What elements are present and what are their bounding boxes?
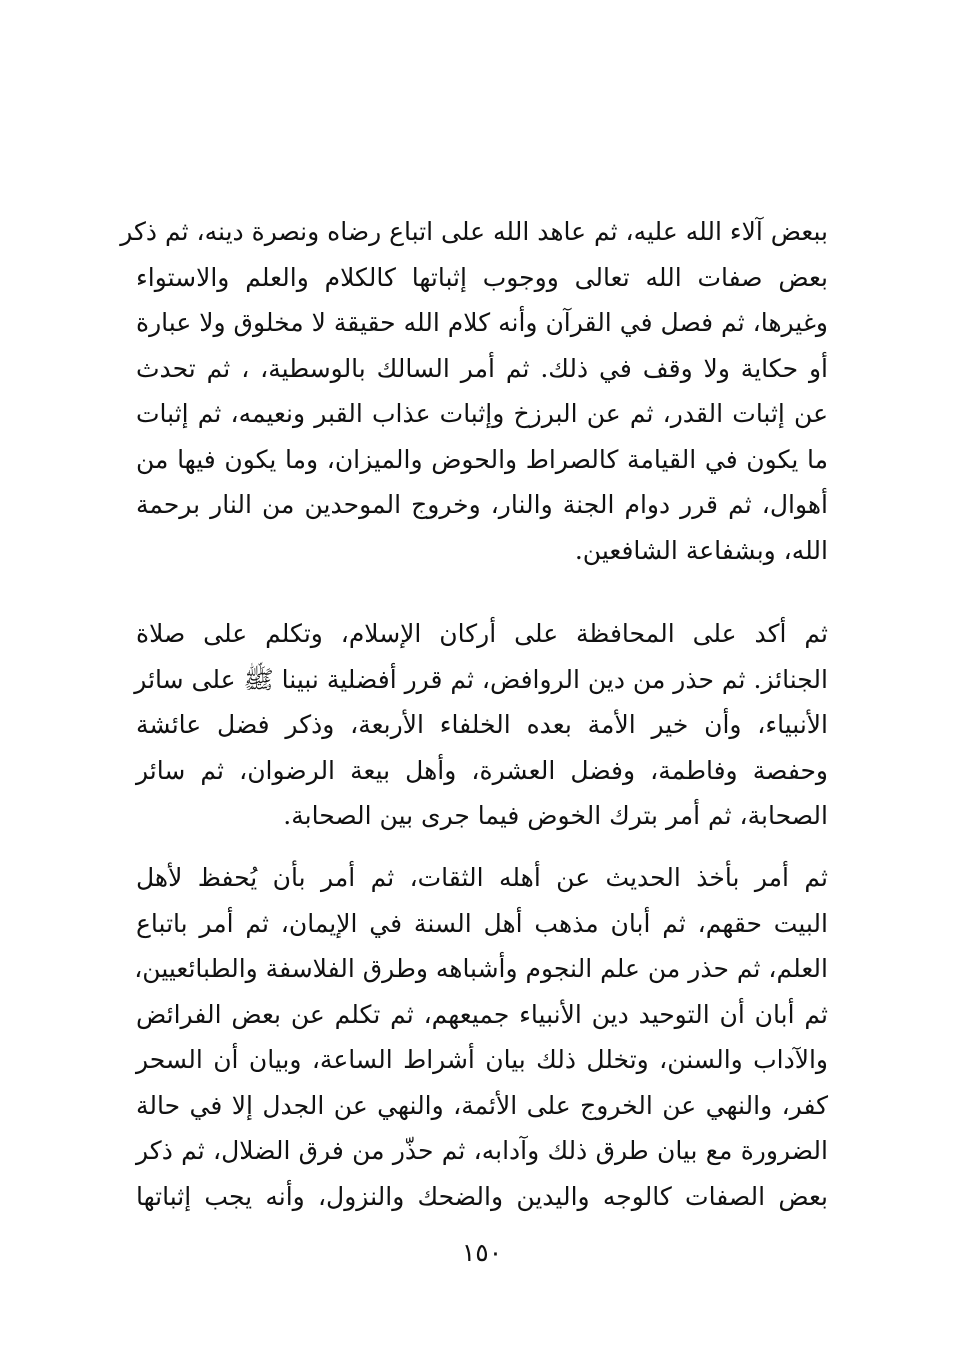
text-line: ببعض آلاء الله عليه، ثم عاهد الله على اتباع رضاه ونصرة دينه، ثم ذكر: [120, 217, 828, 246]
text-line: وحفصة وفاطمة، وفضل العشرة، وأهل بيعة الرضوان، ثم سائر: [136, 755, 828, 785]
paragraph-1: [120, 209, 828, 573]
text-line: البيت حقهم، ثم أبان مذهب أهل السنة في الإيمان، ثم أمر باتباع: [136, 908, 828, 938]
text-line: ثم أكد على المحافظة على أركان الإسلام، وتكلم على صلاة: [136, 619, 828, 648]
text-line: ثم أبان أن التوحيد دين الأنبياء جميعهم، ثم تكلم عن بعض الفرائض: [136, 999, 828, 1029]
text-line: عن إثبات القدر، ثم عن البرزخ وإثبات عذاب القبر ونعيمه، ثم إثبات: [136, 399, 828, 428]
text-line: بعض صفات الله تعالى ووجوب إثباتها كالكلام والعلم والاستواء: [136, 262, 828, 292]
text-line: الجنائز. ثم حذر من دين الروافض، ثم قرر أفضلية نبينا ﷺ على سائر: [134, 664, 828, 694]
text-line: الله، وبشفاعة الشافعين.: [574, 535, 828, 565]
text-line: ما يكون في القيامة كالصراط والحوض والميزان، وما يكون فيها من: [136, 444, 828, 474]
text-line: بعض الصفات كالوجه واليدين والضحك والنزول، وأنه يجب إثباتها: [136, 1181, 828, 1211]
text-line: أهوال، ثم قرر دوام الجنة والنار، وخروج الموحدين من النار برحمة: [136, 490, 828, 519]
text-line: ثم أمر بأخذ الحديث عن أهله الثقات، ثم أمر بأن يُحفظ لأهل: [136, 863, 828, 892]
paragraph-2: [136, 611, 828, 839]
text-line: الضرورة مع بيان طرق ذلك وآدابه، ثم حذّر من فرق الضلال، ثم ذكر: [136, 1136, 828, 1165]
text-line: الصحابة، ثم أمر بترك الخوض فيما جرى بين الصحابة.: [283, 801, 828, 830]
text-line: وغيرها، ثم فصل في القرآن وأنه كلام الله حقيقة لا مخلوق ولا عبارة: [136, 308, 828, 337]
text-line: والآداب والسنن، وتخلل ذلك بيان أشراط الساعة، وبيان أن السحر: [136, 1045, 828, 1074]
text-line: الأنبياء، وأن خير الأمة بعده الخلفاء الأربعة، وذكر فضل عائشة: [136, 710, 828, 739]
text-line: كفر، والنهي عن الخروج على الأئمة، والنهي عن الجدل إلا في حالة: [136, 1090, 828, 1120]
paragraph-3: [136, 855, 828, 1219]
text-line: أو حكاية ولا وقف في ذلك. ثم أمر السالك بالوسطية، ، ثم تحدث: [136, 353, 828, 383]
page-number: ١٥٠: [461, 1238, 503, 1267]
text-line: العلم، ثم حذر من علم النجوم وأشباهه وطرق الفلاسفة والطبائعيين،: [134, 954, 828, 983]
